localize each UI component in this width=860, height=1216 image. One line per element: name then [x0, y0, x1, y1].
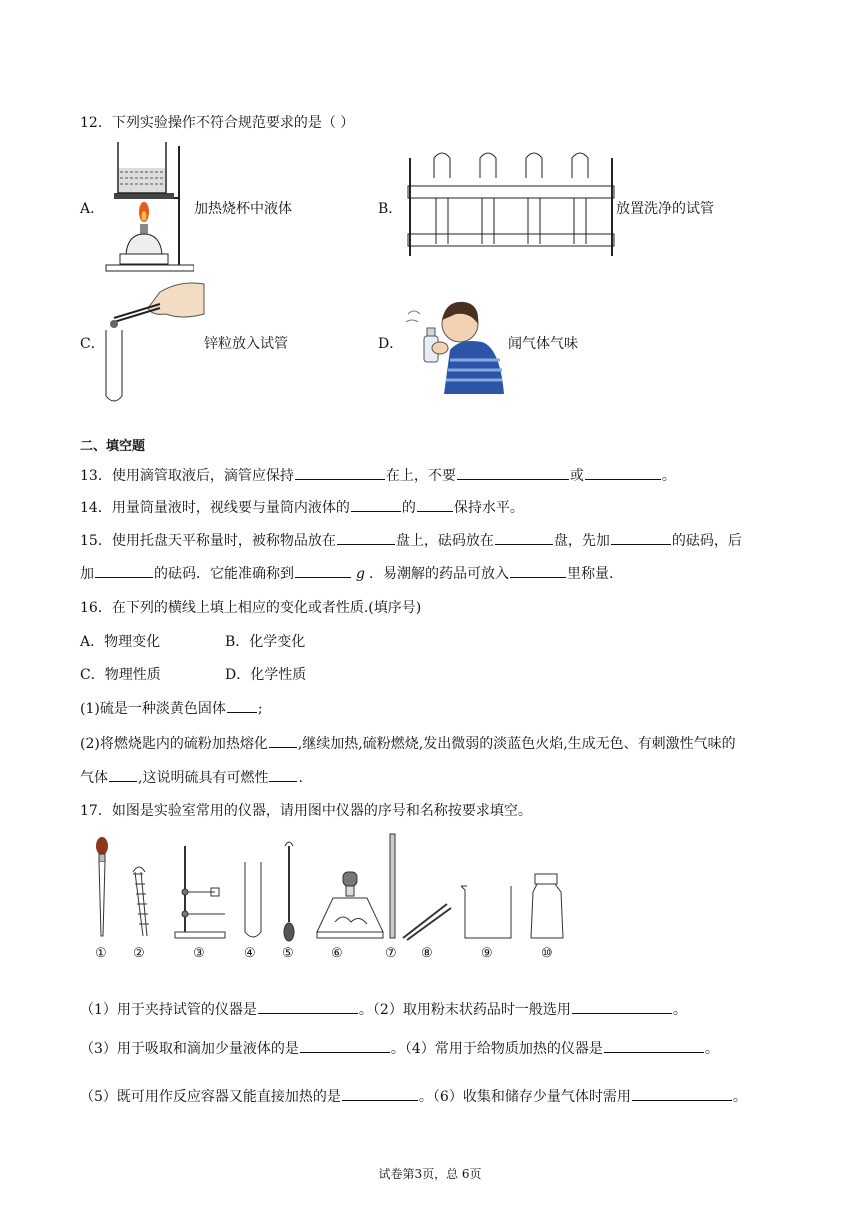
q14-text-a: 14．用量筒量液时，视线要与量筒内液体的 — [80, 500, 350, 516]
instrument-label-9: ⑨ — [481, 946, 493, 961]
q16-blank-2[interactable] — [269, 733, 297, 748]
q16-option-b: B．化学变化 — [225, 634, 306, 650]
q15-blank-1[interactable] — [337, 530, 395, 545]
q17-text-9: 。 — [732, 1089, 747, 1105]
section-heading-fill-in: 二、填空题 — [80, 439, 146, 454]
q13-text-b: 在上，不要 — [385, 468, 456, 484]
q17-text-3: 。 — [672, 1002, 687, 1018]
q15-text-e: 加 — [80, 566, 94, 582]
q15-text-d: 的砝码，后 — [671, 533, 742, 549]
q16-sub2-text-d: ,这说明硫具有可燃性 — [138, 770, 269, 786]
q15-blank-5[interactable] — [295, 563, 351, 578]
q15-blank-3[interactable] — [611, 530, 671, 545]
lab-instruments-figure — [85, 832, 575, 947]
instrument-label-8: ⑧ — [421, 946, 433, 961]
q17-text-5: 。（4）常用于给物质加热的仪器是 — [390, 1041, 603, 1057]
q16-option-d: D．化学性质 — [225, 667, 307, 683]
q17-text-7: （5）既可用作反应容器又能直接加热的是 — [80, 1089, 341, 1105]
q13-text-a: 13．使用滴管取液后，滴管应保持 — [80, 468, 294, 484]
q15-text-b: 盘上，砝码放在 — [395, 533, 494, 549]
q14-blank-2[interactable] — [417, 497, 453, 512]
q13-blank-2[interactable] — [457, 465, 569, 480]
dropper-icon — [96, 837, 108, 936]
q13-text-d: 。 — [661, 468, 676, 484]
instrument-label-2: ② — [133, 946, 145, 961]
instrument-label-10: ⑩ — [541, 946, 553, 961]
q12-option-d-letter: D． — [378, 336, 404, 352]
q12-option-a-label: 加热烧杯中液体 — [194, 201, 292, 217]
q17-blank-2[interactable] — [572, 999, 672, 1014]
q17-blank-3[interactable] — [300, 1038, 390, 1053]
smelling-gas-figure — [400, 290, 510, 395]
q17-blank-4[interactable] — [604, 1038, 704, 1053]
q17-line2 — [80, 1038, 719, 1058]
q16-sub2-text-a: (2)将燃烧匙内的硫粉加热熔化 — [80, 736, 268, 752]
test-tube-rack-figure — [406, 148, 616, 258]
q12-stem: 12．下列实验操作不符合规范要求的是（ ） — [80, 115, 355, 131]
q16-blank-4[interactable] — [269, 767, 297, 782]
instrument-label-1: ① — [95, 946, 107, 961]
q15-text-g: ．易潮解的药品可放入 — [368, 566, 509, 582]
medicine-spoon-icon — [284, 842, 294, 941]
q17-text-4: （3）用于吸取和滴加少量液体的是 — [80, 1041, 299, 1057]
q12-option-c-label: 锌粒放入试管 — [204, 336, 288, 352]
q17-blank-6[interactable] — [632, 1086, 732, 1101]
q13 — [80, 465, 676, 485]
q17-text-8: 。（6）收集和储存少量气体时需用 — [418, 1089, 631, 1105]
gas-collecting-bottle-icon — [531, 874, 563, 938]
test-tube-icon — [245, 862, 261, 937]
glass-rod-icon — [390, 834, 395, 938]
q16-stem: 16．在下列的横线上填上相应的变化或者性质.(填序号) — [80, 600, 422, 616]
q14-blank-1[interactable] — [351, 497, 401, 512]
q16-sub1 — [80, 698, 263, 718]
q16-option-c: C．物理性质 — [80, 667, 161, 683]
iron-stand-icon — [175, 846, 225, 938]
q17-blank-1[interactable] — [258, 999, 358, 1014]
instrument-label-7: ⑦ — [385, 946, 397, 961]
q14 — [80, 497, 524, 517]
q12-option-d-label: 闻气体气味 — [508, 336, 578, 352]
q15-blank-6[interactable] — [510, 563, 566, 578]
q14-text-b: 的 — [401, 500, 416, 516]
q13-text-c: 或 — [569, 468, 584, 484]
q15-text-c: 盘，先加 — [553, 533, 610, 549]
q12-option-c-letter: C． — [80, 336, 105, 352]
q16-sub2-text-c: 气体 — [80, 770, 108, 786]
zinc-into-test-tube-figure — [100, 278, 205, 408]
q15-blank-4[interactable] — [95, 563, 153, 578]
q15-text-h: 里称量. — [566, 566, 614, 582]
instrument-label-3: ③ — [193, 946, 205, 961]
q16-sub2-text-e: . — [298, 770, 303, 786]
tweezers-icon — [403, 904, 451, 940]
q17-text-2: 。（2）取用粉末状药品时一般选用 — [358, 1002, 571, 1018]
q17-line3 — [80, 1086, 747, 1106]
q12-option-b-label: 放置洗净的试管 — [616, 201, 714, 217]
q13-blank-3[interactable] — [585, 465, 661, 480]
alcohol-lamp-icon — [317, 872, 383, 938]
q16-sub2-cont — [80, 767, 303, 787]
page-footer: 试卷第3页，总 6页 — [378, 1167, 482, 1181]
beaker-heating-figure — [104, 138, 194, 273]
instrument-label-4: ④ — [244, 946, 256, 961]
q12-option-b-letter: B． — [378, 201, 403, 217]
q17-text-6: 。 — [704, 1041, 719, 1057]
q17-blank-5[interactable] — [342, 1086, 418, 1101]
q16-sub2 — [80, 733, 736, 753]
q12-option-a-letter: A． — [80, 201, 105, 217]
q15-line1 — [80, 530, 742, 550]
q15-text-f: 的砝码．它能准确称到 — [154, 566, 294, 582]
q17-text-1: （1）用于夹持试管的仪器是 — [80, 1002, 257, 1018]
instrument-label-6: ⑥ — [331, 946, 343, 961]
q15-unit-g: g — [356, 566, 365, 582]
instrument-label-5: ⑤ — [282, 946, 294, 961]
q15-blank-2[interactable] — [495, 530, 553, 545]
q16-sub2-text-b: ,继续加热,硫粉燃烧,发出微弱的淡蓝色火焰,生成无色、有刺激性气味的 — [297, 736, 736, 752]
q15-line2 — [80, 563, 613, 583]
q15-text-a: 15．使用托盘天平称量时，被称物品放在 — [80, 533, 336, 549]
q16-blank-1[interactable] — [227, 698, 257, 713]
test-tube-holder-icon — [133, 867, 149, 936]
q16-sub1-text: (1)硫是一种淡黄色固体 — [80, 701, 226, 717]
q16-sub1-end: ; — [257, 701, 263, 717]
q17-stem: 17．如图是实验室常用的仪器，请用图中仪器的序号和名称按要求填空。 — [80, 803, 532, 819]
q17-line1 — [80, 999, 687, 1019]
q13-blank-1[interactable] — [295, 465, 385, 480]
q14-text-c: 保持水平。 — [453, 500, 524, 516]
q16-option-a: A．物理变化 — [80, 634, 161, 650]
q16-blank-3[interactable] — [109, 767, 137, 782]
beaker-icon — [461, 886, 511, 938]
